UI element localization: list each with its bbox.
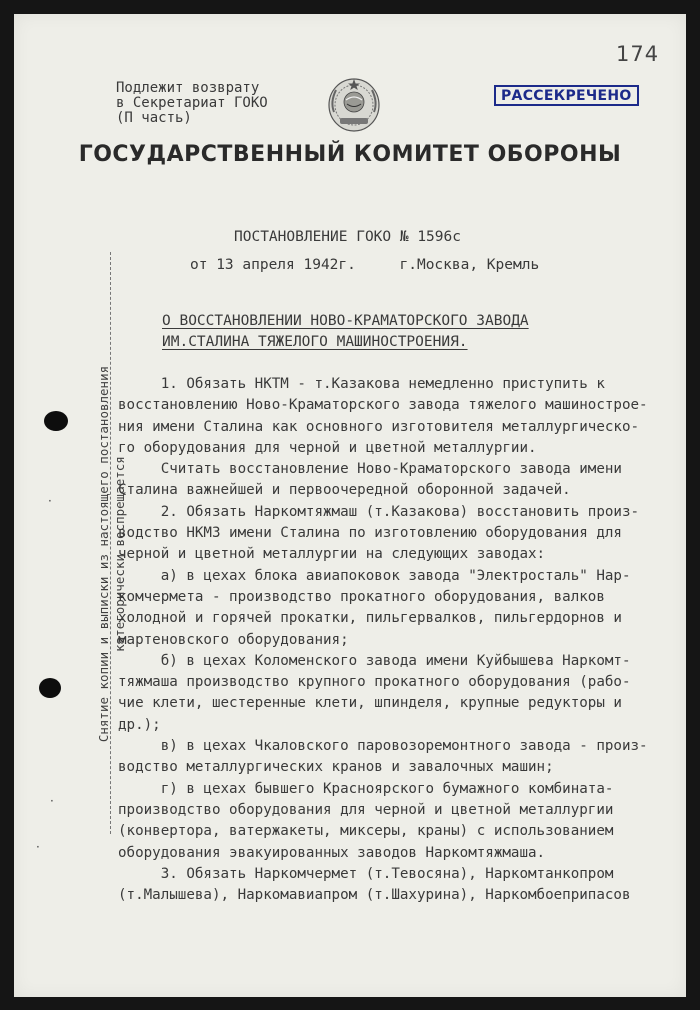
decree-title: ПОСТАНОВЛЕНИЕ ГОКО № 1596с — [234, 229, 461, 245]
decree-body — [118, 374, 694, 906]
body-line: го оборудования для черной и цветной металлургии. — [118, 439, 537, 456]
body-line: а) в цехах блока авиапоковок завода "Электросталь" Нар- — [118, 567, 631, 584]
body-line: Сталина важнейшей и первоочередной оборонной задачей. — [118, 482, 571, 499]
body-line: ния имени Сталина как основного изготовителя металлургическо- — [118, 418, 640, 435]
body-line: восстановлению Ново-Краматорского завода тяжелого машиностроe- — [118, 397, 648, 414]
margin-mark: · — [36, 840, 40, 854]
body-line: Считать восстановление Ново-Краматорского завода имени — [118, 461, 622, 478]
body-line: холодной и горячей прокатки, пильгервалков, пильгердорнов и — [118, 610, 622, 627]
side-note-line: категорически воспрещается — [112, 456, 127, 652]
body-line: 2. Обязать Наркомтяжмаш (т.Казакова) восстановить произ- — [118, 503, 640, 520]
body-line: (т.Малышева), Наркомавиапром (т.Шахурина), Наркомбоеприпасов — [118, 887, 631, 904]
committee-heading: ГОСУДАРСТВЕННЫЙ КОМИТЕТ ОБОРОНЫ — [78, 142, 622, 167]
body-line: водство НКМЗ имени Сталина по изготовлению оборудования для — [118, 525, 622, 542]
body-line: водство металлургических кранов и завалочных машин; — [118, 759, 554, 776]
body-line: тяжмаша производство крупного прокатного оборудования (рабо- — [118, 674, 631, 691]
return-note: Подлежит возврату в Секретариат ГОКО (П часть) — [116, 80, 268, 126]
body-line: чие клети, шестеренные клети, шпинделя, крупные редукторы и — [118, 695, 622, 712]
state-emblem-icon — [326, 74, 382, 134]
margin-mark: · — [48, 494, 52, 508]
body-line: 1. Обязать НКТМ - т.Казакова немедленно приступить к — [118, 376, 605, 392]
page-number: 174 — [616, 42, 660, 66]
punch-hole — [39, 678, 61, 698]
body-line: мартеновского оборудования; — [118, 631, 349, 648]
side-note-line: Снятие копии и выписки из настоящего постановления — [96, 365, 111, 743]
body-line: в) в цехах Чкаловского паровозоремонтного завода - произ- — [118, 738, 648, 755]
body-line: (конвертора, ватержакеты, миксеры, краны) с использованием — [118, 823, 614, 840]
body-line: др.); — [118, 716, 161, 733]
decree-date: от 13 апреля 1942г. г.Москва, Кремль — [190, 257, 540, 273]
body-line: производство оборудования для черной и цветной металлургии — [118, 801, 614, 818]
margin-mark: · — [50, 794, 54, 808]
decree-subject — [162, 311, 529, 353]
subject-line: О ВОССТАНОВЛЕНИИ НОВО-КРАМАТОРСКОГО ЗАВОДА — [162, 313, 529, 329]
subject-line: ИМ.СТАЛИНА ТЯЖЕЛОГО МАШИНОСТРОЕНИЯ. — [162, 334, 468, 350]
body-line: 3. Обязать Наркомчермет (т.Тевосяна), Наркомтанкопром — [118, 865, 614, 882]
body-line: комчермета - производство прокатного оборудования, валков — [118, 588, 605, 605]
declassified-stamp: РАССЕКРЕЧЕНО — [494, 85, 639, 106]
body-line: г) в цехах бывшего Красноярского бумажного комбината- — [118, 780, 614, 797]
body-line: б) в цехах Коломенского завода имени Куйбышева Наркомт- — [118, 652, 631, 669]
body-line: оборудования эвакуированных заводов Наркомтяжмаша. — [118, 844, 546, 861]
body-line: черной и цветной металлургии на следующих заводах: — [118, 546, 546, 563]
document-page — [14, 14, 686, 997]
punch-hole — [44, 411, 68, 431]
